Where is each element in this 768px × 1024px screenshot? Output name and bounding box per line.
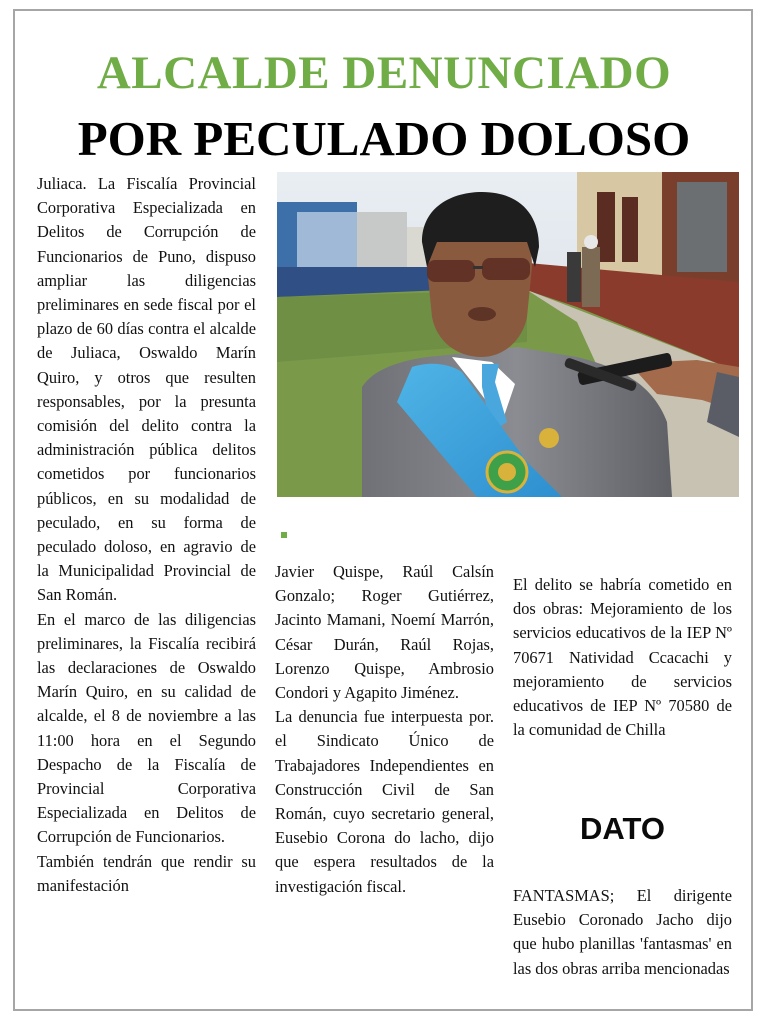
paragraph: Javier Quispe, Raúl Calsín Gonzalo; Roger Gutiérrez, Jacinto Mamani, Noemí Marrón, César Durán, Raúl Rojas, Lorenzo Quispe, Ambrosio Condori y Agapito Jiménez. <box>275 562 494 703</box>
article-column-3 <box>513 573 732 742</box>
paragraph: Juliaca. La Fiscalía Provincial Corporativa Especializada en Delitos de Corrupción de Funcionarios de Puno, dispuso ampliar las diligencias preliminares en sede fiscal por el plazo de 60 días contra el alcalde de Juliaca, Oswaldo Marín Quiro, y otros que resulten responsables, por la presunta comisión del delito contra la administración pública delitos cometidos por funcionarios públicos, en su modalidad de peculado, en su forma de peculado doloso, en agravio de la Municipalidad Provincial de San Román. <box>37 174 256 605</box>
news-photo <box>277 172 739 497</box>
paragraph: La denuncia fue interpuesta por. el Sindicato Único de Trabajadores Independientes en Construcción Civil de San Román, cuyo secretario general, Eusebio Corona do lacho, dijo que espera resultados de la investigación fiscal. <box>275 707 494 896</box>
paragraph: En el marco de las diligencias preliminares, la Fiscalía recibirá las declaraciones de Oswaldo Marín Quiro, en su calidad de alcalde, el 8 de noviembre a las 11:00 hora en el Segundo Despacho de la Fiscalía de Provincial Corporativa Especializada en Delitos de Corrupción de Funcionarios. <box>37 609 256 847</box>
article-column-2 <box>275 560 494 899</box>
headline-line-1: ALCALDE DENUNCIADO <box>96 47 672 99</box>
separator-dot <box>281 532 287 538</box>
article-column-1 <box>37 172 256 898</box>
paragraph: El delito se habría cometido en dos obras: Mejoramiento de los servicios educativos de la IEP Nº 70671 Natividad Ccacachi y mejoramiento de servicios educativos de IEP Nº 70580 de la comunidad de Chilla <box>513 575 732 740</box>
paragraph: También tendrán que rendir su manifestación <box>37 851 256 895</box>
dato-box-text <box>513 884 732 981</box>
dato-heading: DATO <box>580 811 665 846</box>
headline-line-2: POR PECULADO DOLOSO <box>77 111 691 166</box>
paragraph: FANTASMAS; El dirigente Eusebio Coronado Jacho dijo que hubo planillas 'fantasmas' en las dos obras arriba mencionadas <box>513 886 732 978</box>
